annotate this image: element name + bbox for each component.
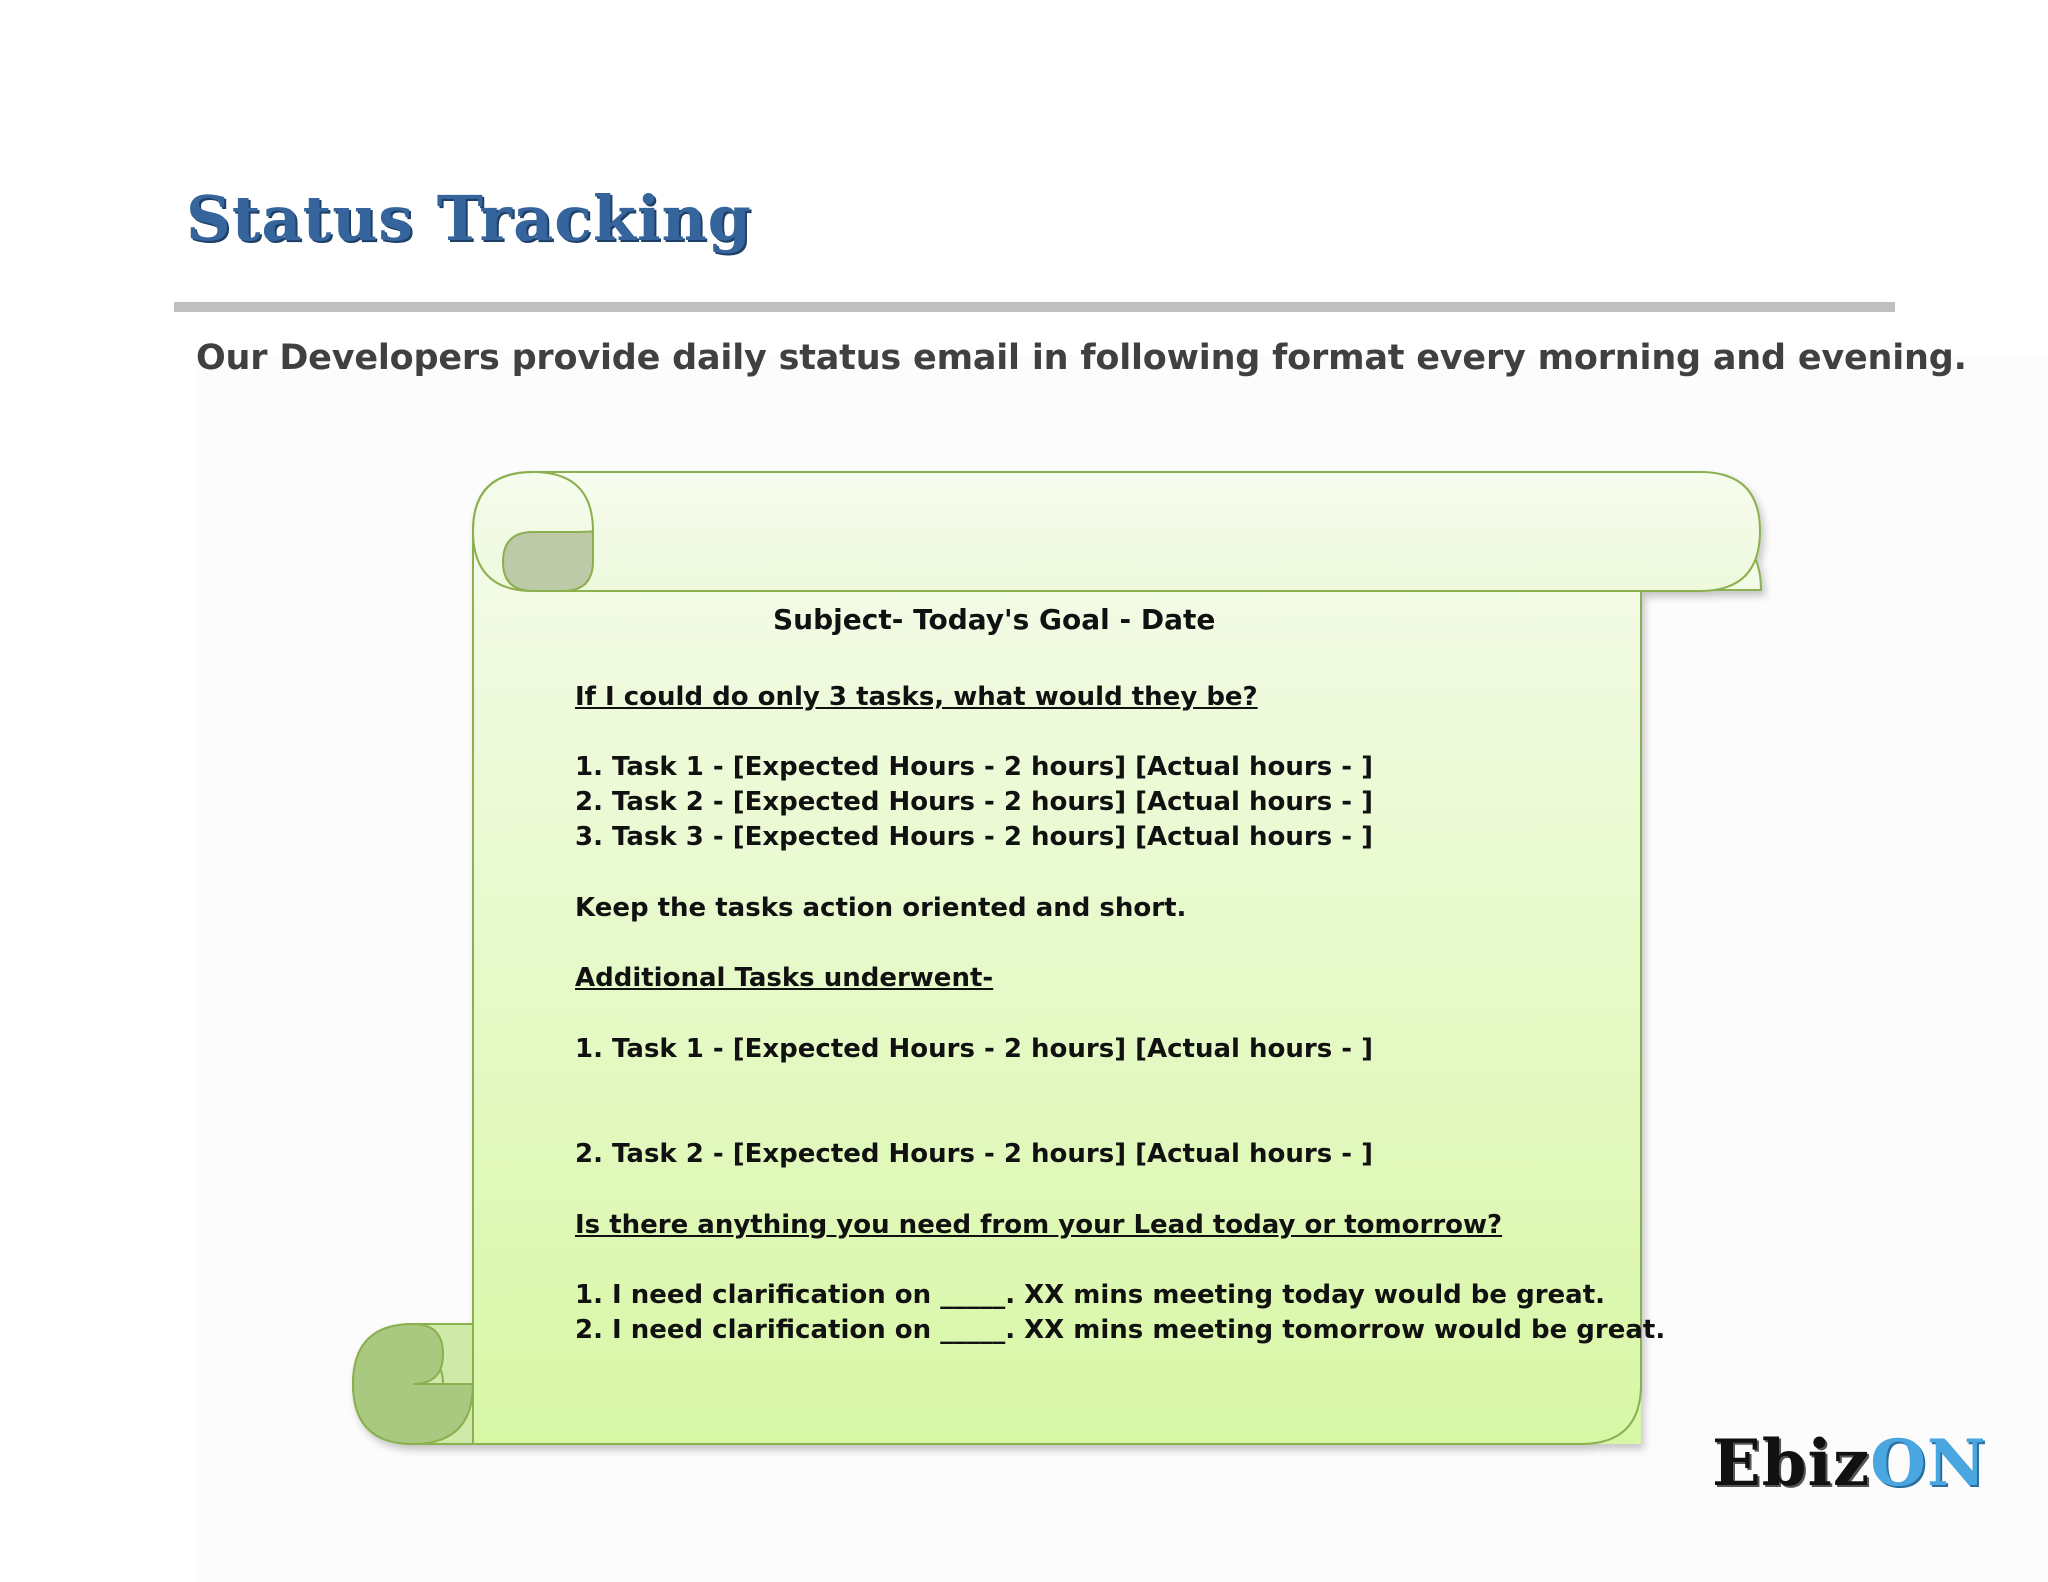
list-item: 1. Task 1 - [Expected Hours - 2 hours] [Actual hours - ] xyxy=(575,1034,1373,1064)
question-top-tasks: If I could do only 3 tasks, what would they be? xyxy=(575,682,1258,712)
list-item: 1. Task 1 - [Expected Hours - 2 hours] [Actual hours - ] xyxy=(575,752,1373,782)
scroll-top-roll xyxy=(473,472,1760,591)
email-subject: Subject- Today's Goal - Date xyxy=(773,603,1216,636)
list-item: 2. Task 2 - [Expected Hours - 2 hours] [Actual hours - ] xyxy=(575,787,1373,817)
additional-heading: Additional Tasks underwent- xyxy=(575,963,994,993)
list-item: 3. Task 3 - [Expected Hours - 2 hours] [Actual hours - ] xyxy=(575,822,1373,852)
page-title: Status Tracking xyxy=(186,182,752,255)
logo-text-on: ON xyxy=(1870,1426,1987,1501)
ebizon-logo xyxy=(1712,1426,1986,1501)
list-item: 2. Task 2 - [Expected Hours - 2 hours] [Actual hours - ] xyxy=(575,1139,1373,1169)
lead-question: Is there anything you need from your Lead today or tomorrow? xyxy=(575,1210,1503,1240)
list-item: 2. I need clarification on _____. XX mins meeting tomorrow would be great. xyxy=(575,1315,1666,1345)
list-item: 1. I need clarification on _____. XX mins meeting today would be great. xyxy=(575,1280,1606,1310)
logo-text-ebiz: Ebiz xyxy=(1712,1426,1871,1501)
page-subtitle: Our Developers provide daily status email in following format every morning and evening. xyxy=(196,338,1967,378)
note-text: Keep the tasks action oriented and short. xyxy=(575,893,1187,923)
